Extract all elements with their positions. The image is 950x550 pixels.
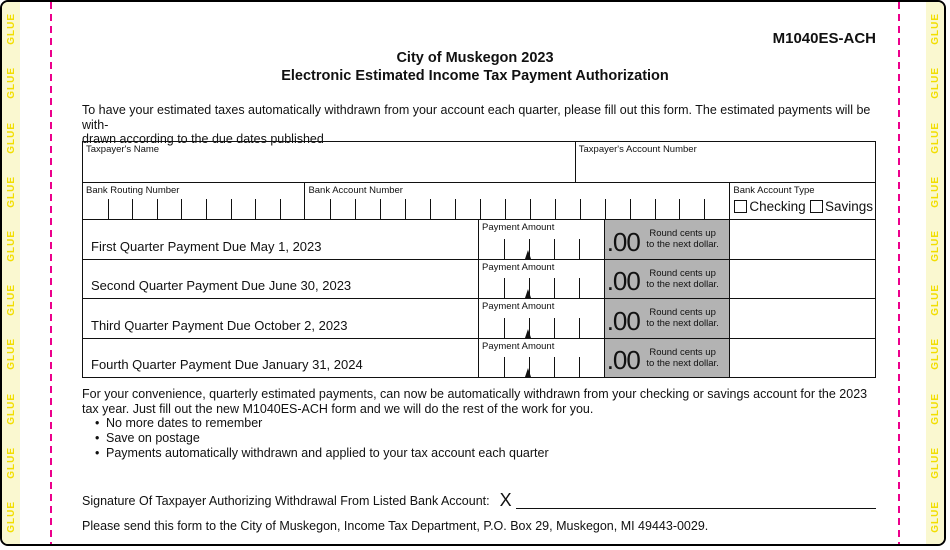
cents-suffix: .00 xyxy=(606,345,640,375)
mailing-instructions: Please send this form to the City of Muskegon, Income Tax Department, P.O. Box 29, Muskegon, MI 49443-0029. xyxy=(82,519,709,533)
form-title-line1: City of Muskegon 2023 xyxy=(396,50,554,66)
bank-info-row xyxy=(83,182,875,219)
glue-strip-left xyxy=(2,2,20,544)
form-number: M1040ES-ACH xyxy=(772,30,876,47)
quarter-1-payment-field[interactable] xyxy=(479,220,605,259)
intro-line2: drawn according to the due dates published xyxy=(82,132,324,146)
bullet-icon: • xyxy=(95,416,100,430)
bank-account-field[interactable] xyxy=(305,183,730,219)
quarter-2-blank-cell xyxy=(730,260,875,299)
signature-label: Signature Of Taxpayer Authorizing Withdrawal From Listed Bank Account: xyxy=(82,494,490,508)
glue-word: GLUE xyxy=(929,500,941,533)
quarter-1-amount-comb[interactable] xyxy=(479,237,604,259)
bank-account-type-cell xyxy=(730,183,875,219)
round-note: Round cents up to the next dollar. xyxy=(646,307,719,330)
glue-word: GLUE xyxy=(929,13,941,45)
glue-word: GLUE xyxy=(929,446,941,479)
benefits-list xyxy=(95,416,549,462)
quarter-3-label: Third Quarter Payment Due October 2, 2023 xyxy=(91,317,348,333)
quarter-1-round-box xyxy=(605,220,731,259)
perforation-line-right xyxy=(898,2,900,544)
list-item: • Payments automatically withdrawn and applied to your tax account each quarter xyxy=(95,446,549,461)
account-digit-comb[interactable] xyxy=(305,197,729,219)
glue-word: GLUE xyxy=(5,500,17,533)
list-item: • No more dates to remember xyxy=(95,416,263,430)
quarter-4-amount-comb[interactable] xyxy=(479,355,604,377)
glue-word: GLUE xyxy=(929,392,941,425)
signature-x-mark: X xyxy=(499,490,512,510)
glue-word: GLUE xyxy=(5,13,17,45)
quarter-4-round-box xyxy=(605,339,731,378)
quarter-1-label-cell xyxy=(83,220,479,259)
glue-word: GLUE xyxy=(929,121,941,154)
bank-routing-label: Bank Routing Number xyxy=(86,185,180,196)
payment-authorization-table xyxy=(82,141,876,378)
bullet-icon: • xyxy=(95,431,100,446)
glue-word: GLUE xyxy=(929,338,941,371)
bank-account-type-label: Bank Account Type xyxy=(733,185,815,196)
list-item: • Save on postage xyxy=(95,431,200,446)
form-title-line2: Electronic Estimated Income Tax Payment Authorization xyxy=(281,68,669,84)
savings-checkbox[interactable] xyxy=(810,200,823,213)
quarter-row-2 xyxy=(83,259,875,299)
cents-suffix: .00 xyxy=(606,226,640,257)
payment-amount-label: Payment Amount xyxy=(482,222,555,233)
intro-paragraph xyxy=(82,103,880,147)
glue-word: GLUE xyxy=(5,446,17,479)
glue-word: GLUE xyxy=(5,67,17,100)
glue-word: GLUE xyxy=(5,229,17,262)
glue-strip-right xyxy=(926,2,944,544)
round-note: Round cents up to the next dollar. xyxy=(646,267,719,290)
perforation-line-left xyxy=(50,2,52,544)
glue-word: GLUE xyxy=(5,392,17,425)
intro-line1: To have your estimated taxes automatically withdrawn from your account each quarter, please fill out this form. The estimated payments will be with- xyxy=(82,103,871,132)
glue-word: GLUE xyxy=(929,67,941,100)
signature-section xyxy=(82,491,876,509)
quarter-row-3 xyxy=(83,298,875,338)
bank-routing-field[interactable] xyxy=(83,183,305,219)
checking-checkbox[interactable] xyxy=(734,200,747,213)
account-type-options xyxy=(734,199,873,214)
quarter-1-label: First Quarter Payment Due May 1, 2023 xyxy=(91,238,322,254)
glue-word: GLUE xyxy=(5,284,17,316)
quarter-4-label: Fourth Quarter Payment Due January 31, 2024 xyxy=(91,357,363,372)
quarter-3-blank-cell xyxy=(730,299,875,338)
glue-word: GLUE xyxy=(5,121,17,154)
quarter-row-1 xyxy=(83,219,875,259)
quarter-4-payment-field[interactable] xyxy=(479,339,605,378)
bank-account-label: Bank Account Number xyxy=(308,185,403,196)
bullet-icon: • xyxy=(95,446,100,461)
payment-amount-label: Payment Amount xyxy=(482,261,555,273)
round-note: Round cents up to the next dollar. xyxy=(646,228,719,251)
taxpayer-account-field[interactable] xyxy=(576,142,875,182)
cents-suffix: .00 xyxy=(606,266,640,296)
taxpayer-row xyxy=(83,142,875,182)
quarter-3-payment-field[interactable] xyxy=(479,299,605,338)
quarter-3-label-cell xyxy=(83,299,479,338)
checking-label: Checking xyxy=(749,199,806,214)
quarter-4-label-cell xyxy=(83,339,479,378)
savings-label: Savings xyxy=(824,199,873,214)
payment-amount-label: Payment Amount xyxy=(482,340,555,352)
quarter-4-blank-cell xyxy=(730,339,875,378)
form-title xyxy=(82,49,868,85)
quarter-2-label-cell xyxy=(83,260,479,299)
quarter-2-round-box xyxy=(605,260,731,299)
quarter-1-blank-cell xyxy=(730,220,875,259)
quarter-2-payment-field[interactable] xyxy=(479,260,605,299)
convenience-paragraph: For your convenience, quarterly estimated payments, can now be automatically withdrawn from your checking or savings account for the 2023 tax year. Just fill out the new M1040ES-ACH form and we will do the rest of the work for you. xyxy=(82,387,868,416)
quarter-row-4 xyxy=(83,338,875,378)
taxpayer-name-field[interactable] xyxy=(83,142,576,182)
routing-digit-comb[interactable] xyxy=(83,197,304,219)
glue-word: GLUE xyxy=(929,175,941,208)
quarter-2-amount-comb[interactable] xyxy=(479,276,604,298)
payment-amount-label: Payment Amount xyxy=(482,301,555,312)
round-note: Round cents up to the next dollar. xyxy=(646,346,719,369)
taxpayer-name-label: Taxpayer's Name xyxy=(86,144,160,155)
quarter-2-label: Second Quarter Payment Due June 30, 2023 xyxy=(91,278,352,293)
glue-word: GLUE xyxy=(5,175,17,208)
cents-suffix: .00 xyxy=(606,305,640,336)
quarter-3-amount-comb[interactable] xyxy=(479,316,604,338)
quarter-3-round-box xyxy=(605,299,731,338)
glue-word: GLUE xyxy=(929,284,941,316)
taxpayer-account-label: Taxpayer's Account Number xyxy=(578,144,697,155)
signature-line[interactable] xyxy=(516,507,876,509)
glue-word: GLUE xyxy=(5,338,17,371)
glue-word: GLUE xyxy=(929,229,941,262)
